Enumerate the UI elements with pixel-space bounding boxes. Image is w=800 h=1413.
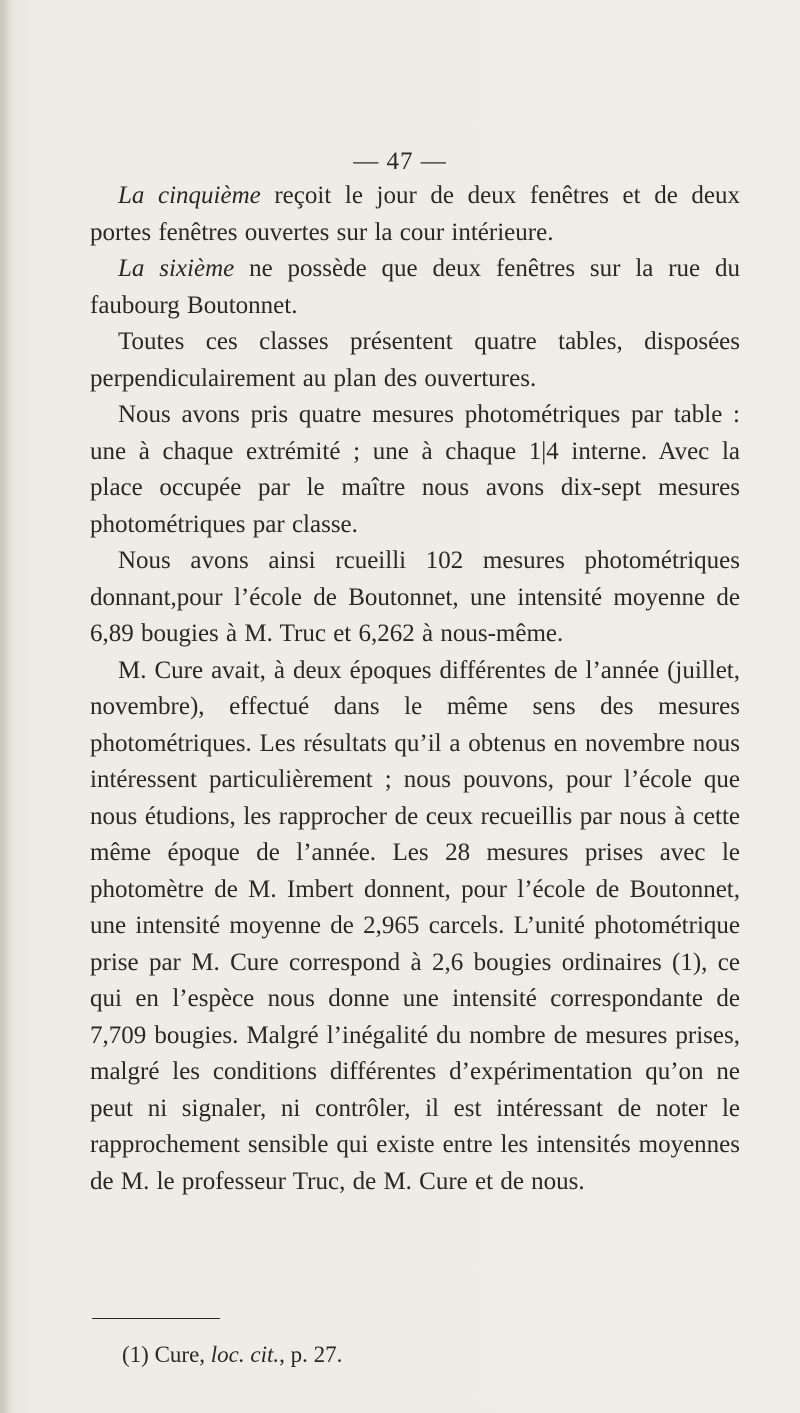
paragraph-resultats [90, 543, 740, 653]
paragraph-text: Nous avons pris quatre mesures photométriques par table : une à chaque extrémité ; une à chaque 1|4 interne. Avec la place occupée par le maître nous avons dix-sept mesures photométriques par classe. [90, 401, 740, 538]
footnote-marker: (1) [122, 1342, 149, 1367]
page-number: — 47 — [353, 148, 447, 175]
body-text [90, 178, 740, 1200]
paragraph-text: ne possède que deux fenêtres sur la rue du faubourg Boutonnet. [90, 255, 740, 319]
paragraph-text: Nous avons ainsi rcueilli 102 mesures photométriques donnant,pour l’école de Boutonnet, une intensité moyenne de 6,89 bougies à M. Truc et 6,262 à nous-même. [90, 547, 740, 647]
paragraph-text: Toutes ces classes présentent quatre tables, disposées perpendiculairement au plan des ouvertures. [90, 328, 740, 392]
paragraph-cinquieme [90, 178, 740, 251]
paragraph-lead: La sixième [118, 255, 235, 282]
paragraph-sixieme [90, 251, 740, 324]
paragraph-mesures [90, 397, 740, 543]
footnote-author: Cure, [148, 1342, 211, 1367]
paragraph-lead: La cinquième [118, 182, 261, 209]
footnote [122, 1340, 342, 1370]
paragraph-cure [90, 653, 740, 1201]
paragraph-text: reçoit le jour de deux fenêtres et de deux portes fenêtres ouvertes sur la cour intérieure. [90, 182, 740, 246]
paragraph-text: M. Cure avait, à deux époques différentes de l’année (juillet, novembre), effectué dans le même sens des mesures photométriques. Les résultats qu’il a obtenus en novembre nous intéressent particulièrement ; nous pouvons, pour l’école que nous étudions, les rapprocher de ceux recueillis par nous à cette même époque de l’année. Les 28 mesures prises avec le photomètre de M. Imbert donnent, pour l’école de Boutonnet, une intensité moyenne de 2,965 carcels. L’unité photométrique prise par M. Cure correspond à 2,6 bougies ordinaires (1), ce qui en l’espèce nous donne une intensité correspondante de 7,709 bougies. Malgré l’inégalité du nombre de mesures prises, malgré les conditions différentes d’expérimentation qu’on ne peut ni signaler, ni contrôler, il est intéressant de noter le rapprochement sensible qui existe entre les intensités moyennes de M. le professeur Truc, de M. Cure et de nous. [90, 656, 740, 1195]
footnote-page: , p. 27. [279, 1342, 343, 1367]
footnote-ref: loc. cit. [210, 1342, 280, 1367]
binding-shadow [0, 0, 10, 1413]
footnote-rule [92, 1318, 220, 1319]
paragraph-tables [90, 324, 740, 397]
